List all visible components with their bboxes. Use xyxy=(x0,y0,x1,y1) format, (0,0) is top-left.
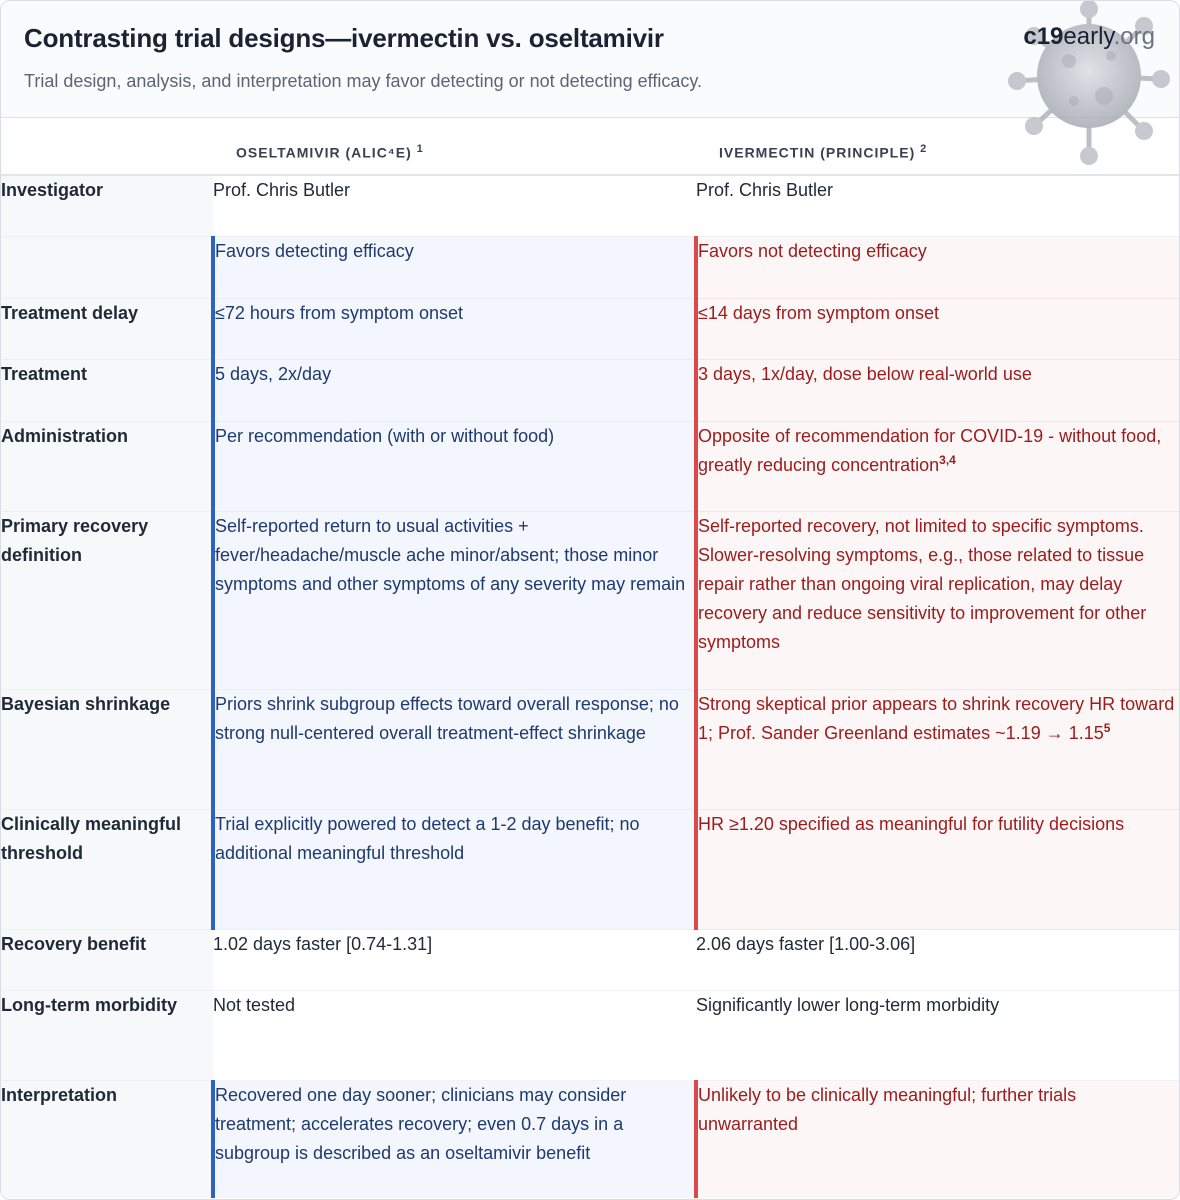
column-header-oseltamivir xyxy=(213,118,696,175)
cell-ivermectin: 3 days, 1x/day, dose below real-world use xyxy=(696,359,1179,421)
cell-oseltamivir: ≤72 hours from symptom onset xyxy=(213,298,696,359)
page-title: Contrasting trial designs—ivermectin vs. oseltamivir xyxy=(24,23,664,53)
cell-oseltamivir: 5 days, 2x/day xyxy=(213,359,696,421)
cell-text: Strong skeptical prior appears to shrink recovery HR toward 1; Prof. Sander Greenland estimates ~1.19 → 1.15 xyxy=(698,693,1175,743)
table-row-bayesian-shrinkage xyxy=(1,689,1179,809)
cell-oseltamivir: Trial explicitly powered to detect a 1-2 day benefit; no additional meaningful threshold xyxy=(213,809,696,929)
cell-oseltamivir: Recovered one day sooner; clinicians may consider treatment; accelerates recovery; even 0.7 days in a subgroup is described as an oseltamivir benefit xyxy=(213,1080,696,1198)
row-label: Treatment delay xyxy=(1,298,213,359)
row-label: Recovery benefit xyxy=(1,929,213,990)
cell-oseltamivir: 1.02 days faster [0.74-1.31] xyxy=(213,929,696,990)
table-row-long-term-morbidity xyxy=(1,990,1179,1080)
cell-ivermectin xyxy=(696,689,1179,809)
row-label: Bayesian shrinkage xyxy=(1,689,213,809)
cell-oseltamivir: Prof. Chris Butler xyxy=(213,175,696,236)
column-label: IVERMECTIN (PRINCIPLE) xyxy=(719,144,916,161)
cell-ivermectin: HR ≥1.20 specified as meaningful for futility decisions xyxy=(696,809,1179,929)
column-label: OSELTAMIVIR (ALIC⁴E) xyxy=(236,144,412,161)
table-row-treatment-delay xyxy=(1,298,1179,359)
cell-ivermectin: Significantly lower long-term morbidity xyxy=(696,990,1179,1080)
table-row-investigator xyxy=(1,175,1179,236)
table-row-administration xyxy=(1,421,1179,511)
row-label xyxy=(1,236,213,298)
cell-oseltamivir: Favors detecting efficacy xyxy=(213,236,696,298)
row-label: Primary recovery definition xyxy=(1,511,213,689)
page-subtitle: Trial design, analysis, and interpretation may favor detecting or not detecting efficacy. xyxy=(24,71,703,91)
cell-ivermectin: 2.06 days faster [1.00-3.06] xyxy=(696,929,1179,990)
table-row-recovery-definition xyxy=(1,511,1179,689)
cell-ivermectin: Favors not detecting efficacy xyxy=(696,236,1179,298)
brand-part-c19: c19 xyxy=(1023,23,1064,50)
table-row-favors xyxy=(1,236,1179,298)
cell-ivermectin: ≤14 days from symptom onset xyxy=(696,298,1179,359)
table-row-meaningful-threshold xyxy=(1,809,1179,929)
row-label: Administration xyxy=(1,421,213,511)
row-label: Treatment xyxy=(1,359,213,421)
brand-logo[interactable] xyxy=(1023,23,1155,51)
cell-oseltamivir: Not tested xyxy=(213,990,696,1080)
table-row-interpretation xyxy=(1,1080,1179,1198)
cell-text: Opposite of recommendation for COVID-19 - without food, greatly reducing concentration xyxy=(698,425,1162,475)
row-label: Interpretation xyxy=(1,1080,213,1198)
table-row-treatment xyxy=(1,359,1179,421)
reference-5[interactable]: 5 xyxy=(1103,720,1111,735)
cell-oseltamivir: Self-reported return to usual activities + fever/headache/muscle ache minor/absent; those minor symptoms and other symptoms of any severity may remain xyxy=(213,511,696,689)
row-label: Clinically meaningful threshold xyxy=(1,809,213,929)
brand-part-early: early xyxy=(1063,23,1114,50)
row-label: Long-term morbidity xyxy=(1,990,213,1080)
cell-ivermectin: Unlikely to be clinically meaningful; further trials unwarranted xyxy=(696,1080,1179,1198)
column-header-empty xyxy=(1,118,213,175)
cell-ivermectin xyxy=(696,421,1179,511)
cell-oseltamivir: Per recommendation (with or without food) xyxy=(213,421,696,511)
row-label: Investigator xyxy=(1,175,213,236)
reference-3-4[interactable]: 3,4 xyxy=(939,452,956,467)
reference-2[interactable]: 2 xyxy=(920,143,927,155)
table-row-recovery-benefit xyxy=(1,929,1179,990)
cell-ivermectin: Prof. Chris Butler xyxy=(696,175,1179,236)
brand-part-org: .org xyxy=(1113,23,1155,50)
cell-ivermectin: Self-reported recovery, not limited to specific symptoms. Slower-resolving symptoms, e.g., those related to tissue repair rather than ongoing viral replication, may delay recovery and reduce sensitivity to improvement for other symptoms xyxy=(696,511,1179,689)
comparison-table xyxy=(1,118,1179,1198)
reference-1[interactable]: 1 xyxy=(416,143,423,155)
header xyxy=(1,1,1179,118)
cell-oseltamivir: Priors shrink subgroup effects toward overall response; no strong null-centered overall treatment-effect shrinkage xyxy=(213,689,696,809)
